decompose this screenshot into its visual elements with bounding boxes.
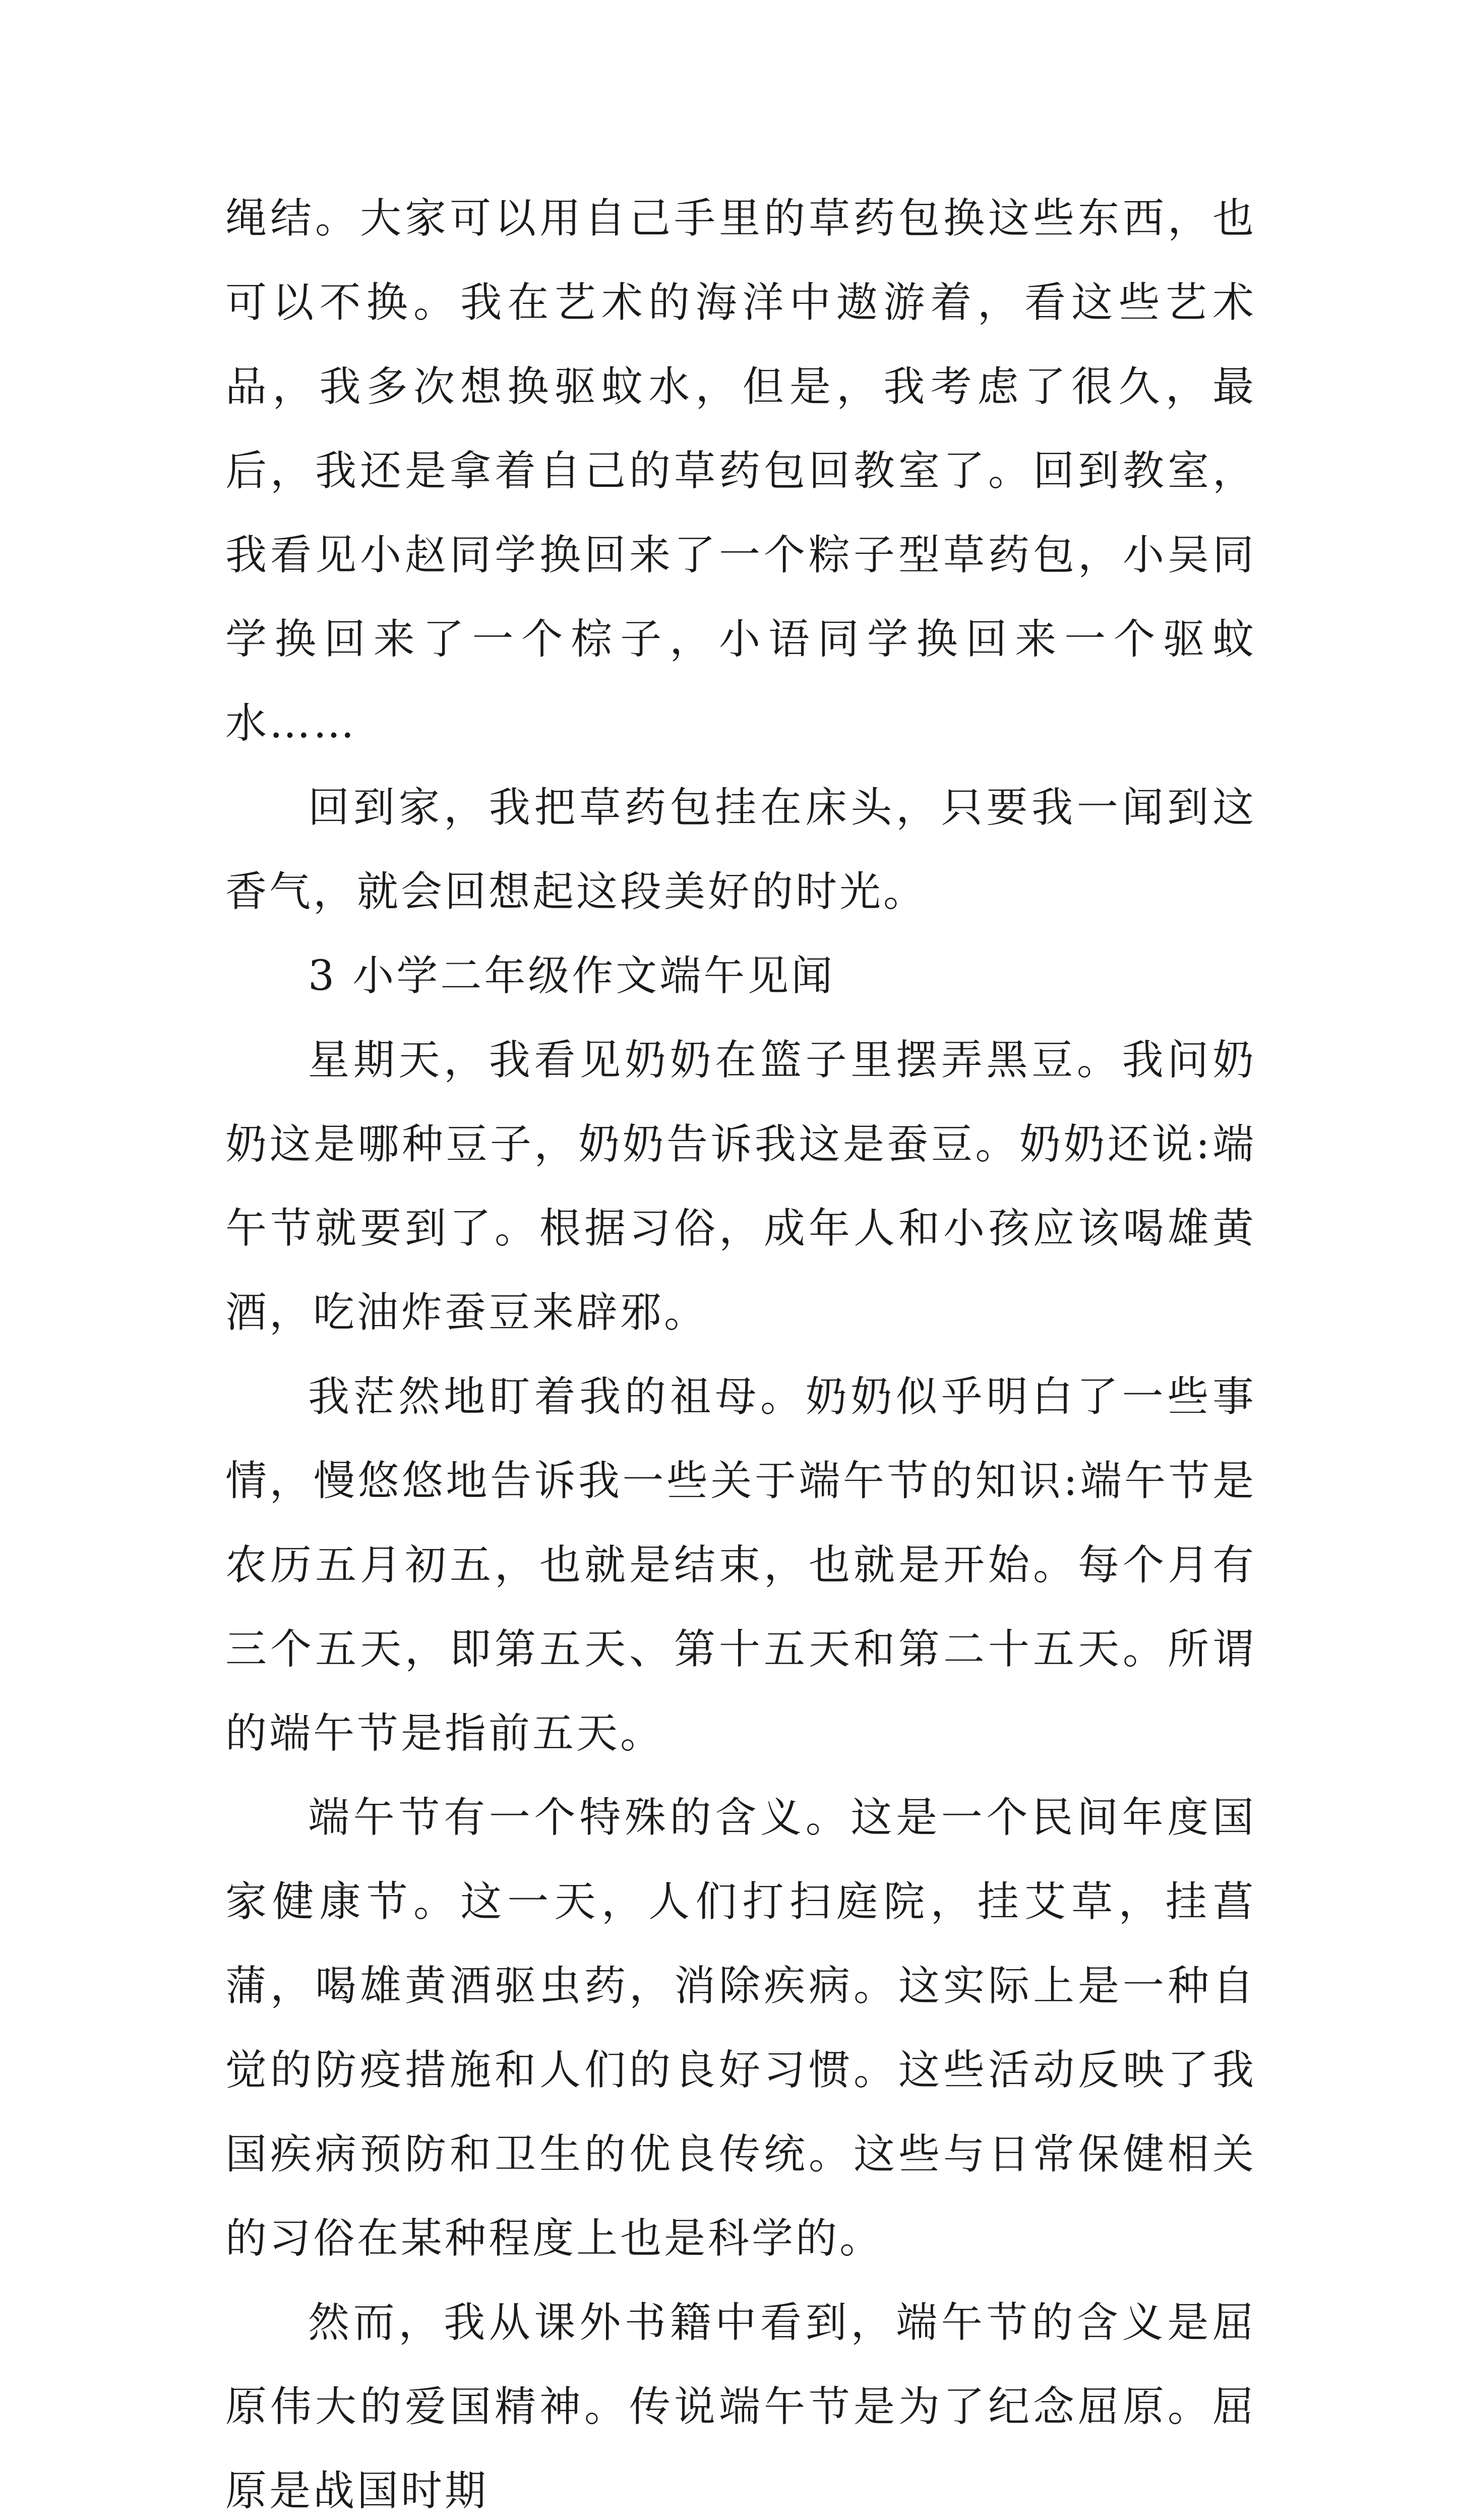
text-line: 节。这一天，人们打扫庭院，挂艾草，挂菖蒲，喝雄黄酒驱: [225, 1878, 1256, 2010]
document-body: [225, 176, 1256, 2520]
text-line: 哪种豆子，奶奶告诉我这是蚕豆。奶奶还说:端午节就要到: [225, 1120, 1256, 1252]
text-line: 端午节有一个特殊的含义。这是一个民间年度国家健康: [225, 1794, 1256, 1926]
text-line: 我茫然地盯着我的祖母。奶奶似乎明白了一些事情，慢: [225, 1373, 1256, 1505]
text-line: 这些与日常保健相关的习俗在某种程度上也是科学的。: [225, 2130, 1256, 2262]
text-line: 然而，我从课外书籍中看到，端午节的含义是屈原伟大: [225, 2299, 1256, 2431]
paragraph-4: [225, 1018, 1256, 1355]
text-line: 五，也就是结束，也就是开始。每个月有三个五天，即第五: [225, 1541, 1256, 1673]
text-line: 子型草药包，小吴同学换回来了一个棕子，小语同学换回来: [225, 531, 1256, 663]
paragraph-5: [225, 1355, 1256, 1776]
text-line: 悠悠地告诉我一些关于端午节的知识:端午节是农历五月初: [225, 1457, 1256, 1589]
text-line: 驱蚊水，但是，我考虑了很久，最后，我还是拿着自己的草: [225, 363, 1256, 495]
text-line: 了。根据习俗，成年人和小孩应该喝雄黄酒，吃油炸蚕豆来: [225, 1205, 1256, 1337]
text-line: 绳结。大家可以用自己手里的草药包换这些东西，也可以不: [225, 195, 1256, 327]
text-line: 就会回想起这段美好的时光。: [357, 868, 928, 916]
text-line: 虫药，消除疾病。这实际上是一种自觉的防疫措施和人们的: [225, 1962, 1256, 2094]
text-line: 良好习惯。这些活动反映了我国疾病预防和卫生的优良传统。: [225, 2046, 1256, 2178]
section-heading: [225, 934, 1256, 1018]
text-line: 星期天，我看见奶奶在篮子里摆弄黑豆。我问奶奶这是: [225, 1036, 1256, 1168]
paragraph-7: [225, 2281, 1256, 2520]
text-line: 回到家，我把草药包挂在床头，只要我一闻到这香气，: [225, 784, 1256, 916]
heading-text: 3 小学二年级作文端午见闻: [308, 952, 835, 1000]
text-line: 一个驱蚊水……: [225, 615, 1256, 747]
text-line: 辟邪。: [576, 1289, 708, 1337]
paragraph-6: [225, 1776, 1256, 2281]
text-line: 的爱国精神。传说端午节是为了纪念屈原。屈原是战国时期: [225, 2383, 1256, 2515]
text-line: 天、第十五天和第二十五天。所谓的端午节是指前五天。: [225, 1625, 1256, 1757]
paragraph-2: [225, 766, 1256, 934]
text-line: 药包回教室了。回到教室，我看见小赵同学换回来了一个粽: [225, 447, 1256, 579]
paragraph-1: [225, 176, 1256, 766]
text-line: 换。我在艺术的海洋中遨游着，看这些艺术品，我多次想换: [225, 279, 1256, 411]
